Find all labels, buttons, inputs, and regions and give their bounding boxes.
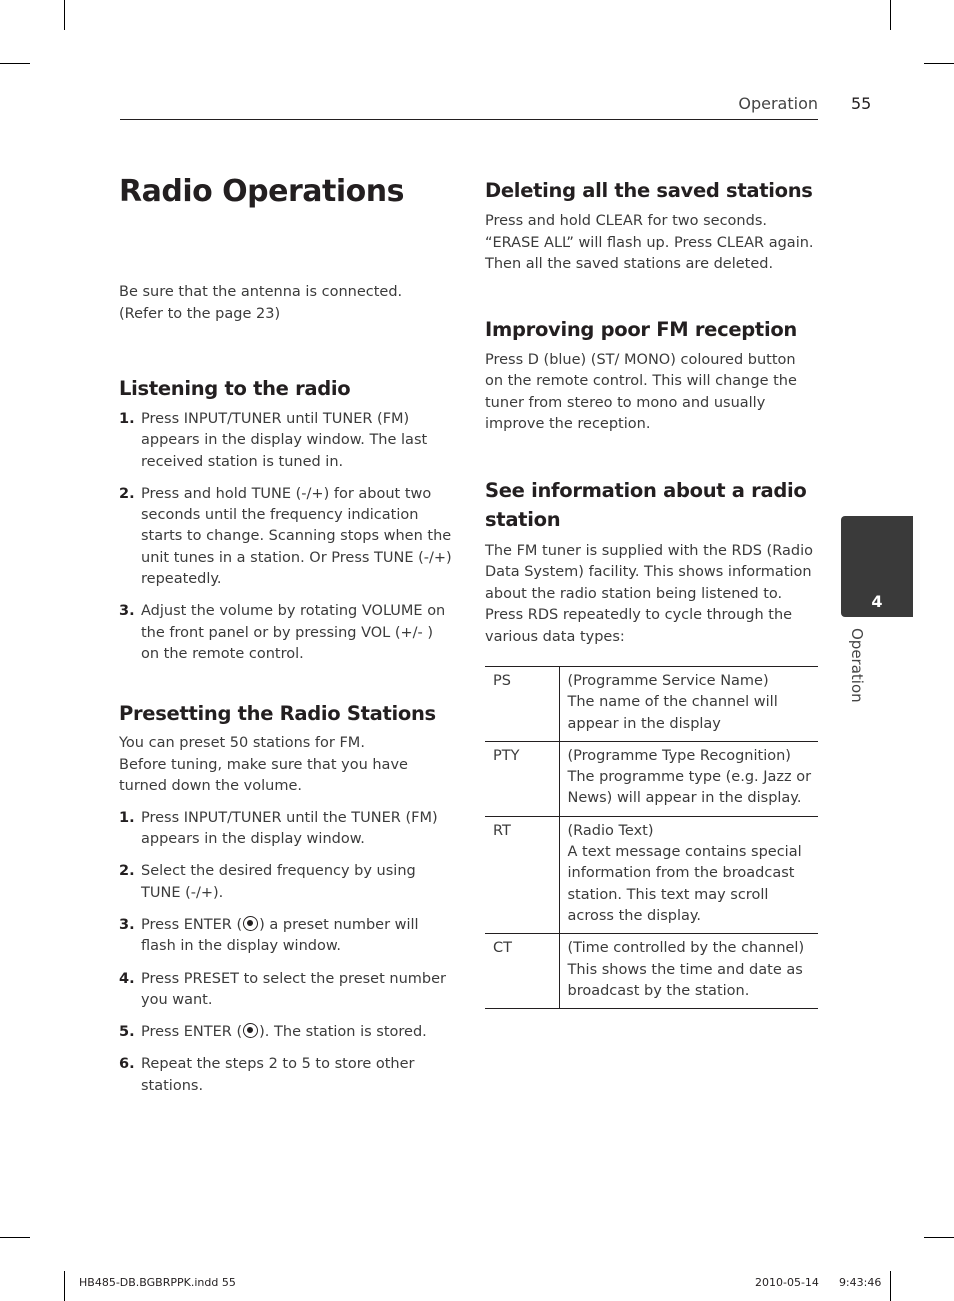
enter-button-icon <box>243 916 258 931</box>
crop-mark <box>924 63 954 64</box>
page-title: Radio Operations <box>119 174 404 209</box>
rds-description: (Radio Text) A text message contains special information from the broadcast station. This text may scroll across the display. <box>559 816 818 933</box>
list-item: 1. Press INPUT/TUNER until TUNER (FM) appears in the display window. The last received station is tuned in. <box>119 411 428 470</box>
table-row <box>485 816 818 933</box>
rds-table <box>485 666 818 1009</box>
enter-button-icon <box>243 1023 258 1038</box>
crop-mark <box>890 1271 891 1301</box>
list-item: 6. Repeat the steps 2 to 5 to store other stations. <box>119 1056 415 1094</box>
deleting-text: Press and hold CLEAR for two seconds. “ERASE ALL” will flash up. Press CLEAR again. Then all the saved stations are deleted. <box>485 213 814 272</box>
rds-description: (Time controlled by the channel) This shows the time and date as broadcast by the station. <box>559 934 818 1009</box>
crop-mark <box>924 1237 954 1238</box>
rds-description: (Programme Type Recognition) The programme type (e.g. Jazz or News) will appear in the display. <box>559 741 818 816</box>
list-item: 4. Press PRESET to select the preset number you want. <box>119 970 446 1008</box>
presetting-heading: Presetting the Radio Stations <box>119 702 436 726</box>
rds-code: RT <box>485 816 559 933</box>
page-number: 55 <box>851 94 872 113</box>
list-item: 3. Adjust the volume by rotating VOLUME on the front panel or by pressing VOL (+/- ) on the remote control. <box>119 603 446 662</box>
crop-mark <box>890 0 891 30</box>
header-section-label: Operation <box>738 94 818 113</box>
crop-mark <box>64 1271 65 1301</box>
presetting-steps <box>119 808 454 1097</box>
listening-steps <box>119 409 454 665</box>
chapter-number: 4 <box>871 592 883 611</box>
running-header <box>120 94 818 120</box>
right-column <box>485 176 818 1009</box>
improving-text: Press D (blue) (ST/ MONO) coloured button on the remote control. This will change the tuner from stereo to mono and usually improve the reception. <box>485 351 797 432</box>
chapter-tab <box>841 516 913 617</box>
list-item: 1. Press INPUT/TUNER until the TUNER (FM) appears in the display window. <box>119 809 438 848</box>
list-item: 2. Select the desired frequency by using TUNE (-/+). <box>119 863 416 901</box>
crop-mark <box>0 1237 30 1238</box>
table-row <box>485 667 818 742</box>
list-item: 5. Press ENTER ( ). The station is stored. <box>119 1024 427 1041</box>
footer-timestamp: 2010-05-14 9:43:46 <box>755 1276 882 1289</box>
rds-code: PS <box>485 667 559 742</box>
chapter-label: Operation <box>848 628 866 703</box>
presetting-intro: You can preset 50 stations for FM. Before tuning, make sure that you have turned down the volume. <box>119 735 408 795</box>
table-row <box>485 934 818 1009</box>
improving-heading: Improving poor FM reception <box>485 317 798 341</box>
listening-heading: Listening to the radio <box>119 377 351 400</box>
left-column <box>119 282 454 1108</box>
rds-code: CT <box>485 934 559 1009</box>
rds-heading: See information about a radio station <box>485 478 807 531</box>
rds-description: (Programme Service Name) The name of the channel will appear in the display <box>559 667 818 742</box>
list-item: 2. Press and hold TUNE (-/+) for about two seconds until the frequency indication starts to change. Scanning stops when the unit tunes in a station. Or Press TUNE (-/+) repeatedly. <box>119 485 452 588</box>
footer-file-info: HB485-DB.BGBRPPK.indd 55 <box>79 1276 236 1289</box>
rds-text: The FM tuner is supplied with the RDS (Radio Data System) facility. This shows information about the radio station being listened to. Press RDS repeatedly to cycle through the various data types: <box>485 542 813 645</box>
crop-mark <box>0 63 30 64</box>
list-item: 3. Press ENTER ( ) a preset number will flash in the display window. <box>119 916 419 955</box>
rds-code: PTY <box>485 741 559 816</box>
table-row <box>485 741 818 816</box>
deleting-heading: Deleting all the saved stations <box>485 179 813 202</box>
crop-mark <box>64 0 65 30</box>
intro-text: Be sure that the antenna is connected. (Refer to the page 23) <box>119 284 403 322</box>
